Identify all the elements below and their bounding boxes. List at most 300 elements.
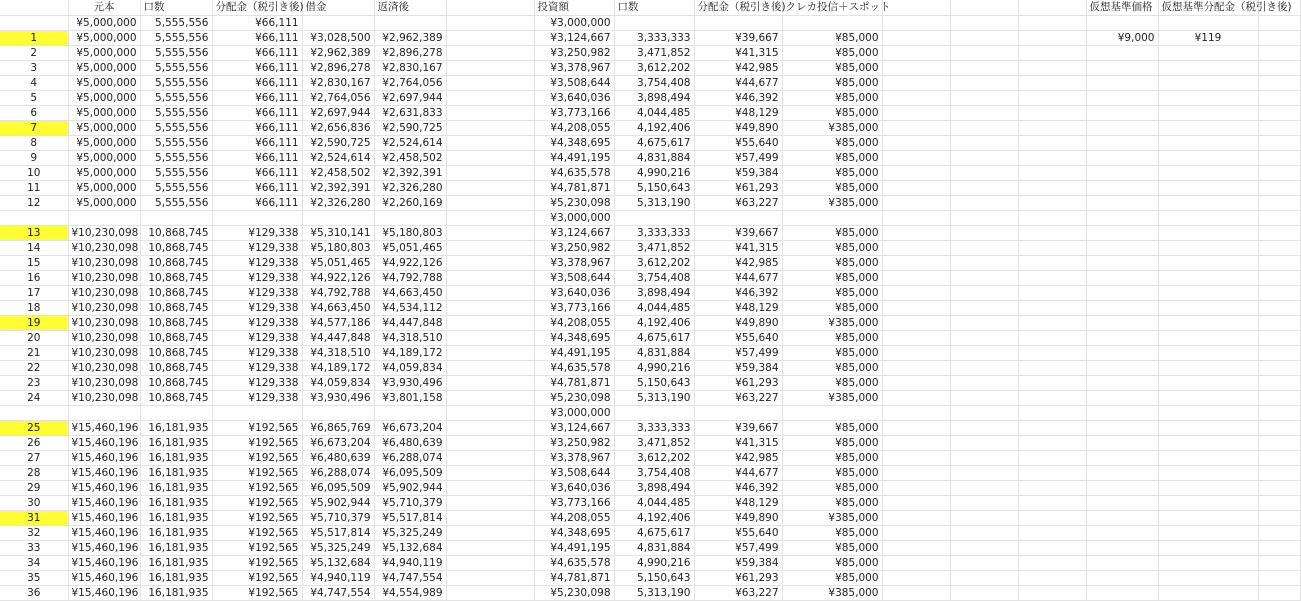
cell-principal[interactable]: ¥15,460,196 <box>68 510 140 525</box>
cell-blank-16[interactable] <box>1258 255 1300 270</box>
cell-dividend[interactable]: ¥192,565 <box>212 450 302 465</box>
cell-virtual-price[interactable] <box>1086 345 1158 360</box>
cell-blank-16[interactable] <box>1258 300 1300 315</box>
cell-blank-6[interactable] <box>446 450 534 465</box>
cell-virtual-price[interactable] <box>1086 510 1158 525</box>
cell-after-repay[interactable]: ¥6,095,509 <box>374 465 446 480</box>
cell-after-repay[interactable]: ¥5,325,249 <box>374 525 446 540</box>
cell-dividend[interactable]: ¥192,565 <box>212 435 302 450</box>
cell-debt[interactable]: ¥3,930,496 <box>302 390 374 405</box>
cell-principal[interactable] <box>68 210 140 225</box>
cell-units[interactable]: 10,868,745 <box>140 300 212 315</box>
cell-blank-13[interactable] <box>1018 315 1086 330</box>
cell-debt[interactable]: ¥4,059,834 <box>302 375 374 390</box>
cell-blank-11[interactable] <box>882 420 950 435</box>
cell-month[interactable] <box>0 405 68 420</box>
cell-investment[interactable]: ¥5,230,098 <box>534 585 614 600</box>
cell-units[interactable]: 5,555,556 <box>140 135 212 150</box>
cell-blank-11[interactable] <box>882 120 950 135</box>
cell-after-repay[interactable]: ¥6,480,639 <box>374 435 446 450</box>
cell-blank-13[interactable] <box>1018 570 1086 585</box>
cell-month[interactable]: 28 <box>0 465 68 480</box>
cell-blank-13[interactable] <box>1018 300 1086 315</box>
cell-after-repay[interactable]: ¥6,673,204 <box>374 420 446 435</box>
cell-units[interactable]: 5,555,556 <box>140 30 212 45</box>
cell-virtual-dividend[interactable] <box>1158 135 1258 150</box>
cell-virtual-dividend[interactable] <box>1158 450 1258 465</box>
cell-blank-11[interactable] <box>882 30 950 45</box>
cell-blank-13[interactable] <box>1018 180 1086 195</box>
cell-month[interactable]: 31 <box>0 510 68 525</box>
cell-dividend[interactable]: ¥192,565 <box>212 495 302 510</box>
cell-dividend[interactable]: ¥192,565 <box>212 465 302 480</box>
cell-after-repay[interactable] <box>374 15 446 30</box>
cell-principal[interactable]: ¥10,230,098 <box>68 315 140 330</box>
cell-blank-6[interactable] <box>446 285 534 300</box>
cell-month[interactable]: 1 <box>0 30 68 45</box>
cell-after-repay[interactable]: ¥3,930,496 <box>374 375 446 390</box>
cell-units-2[interactable]: 3,898,494 <box>614 480 694 495</box>
cell-blank-11[interactable] <box>882 390 950 405</box>
cell-debt[interactable]: ¥2,458,502 <box>302 165 374 180</box>
cell-blank-6[interactable] <box>446 30 534 45</box>
cell-blank-11[interactable] <box>882 255 950 270</box>
cell-principal[interactable]: ¥15,460,196 <box>68 495 140 510</box>
cell-blank-16[interactable] <box>1258 210 1300 225</box>
cell-virtual-dividend[interactable] <box>1158 315 1258 330</box>
cell-blank-12[interactable] <box>950 450 1018 465</box>
cell-virtual-dividend[interactable] <box>1158 390 1258 405</box>
cell-investment[interactable]: ¥3,378,967 <box>534 60 614 75</box>
cell-virtual-dividend[interactable] <box>1158 150 1258 165</box>
cell-after-repay[interactable]: ¥2,631,833 <box>374 105 446 120</box>
cell-dividend[interactable]: ¥66,111 <box>212 75 302 90</box>
cell-blank-12[interactable] <box>950 120 1018 135</box>
cell-units[interactable]: 10,868,745 <box>140 390 212 405</box>
cell-blank-12[interactable] <box>950 150 1018 165</box>
cell-virtual-dividend[interactable] <box>1158 360 1258 375</box>
cell-investment[interactable]: ¥3,124,667 <box>534 30 614 45</box>
cell-dividend[interactable]: ¥129,338 <box>212 270 302 285</box>
cell-blank-16[interactable] <box>1258 510 1300 525</box>
cell-investment[interactable]: ¥4,491,195 <box>534 345 614 360</box>
header-cell-13[interactable] <box>1018 0 1086 15</box>
cell-blank-12[interactable] <box>950 540 1018 555</box>
cell-dividend[interactable]: ¥192,565 <box>212 555 302 570</box>
cell-blank-12[interactable] <box>950 300 1018 315</box>
cell-units[interactable]: 10,868,745 <box>140 240 212 255</box>
cell-blank-16[interactable] <box>1258 75 1300 90</box>
cell-units[interactable]: 10,868,745 <box>140 225 212 240</box>
cell-after-repay[interactable]: ¥4,922,126 <box>374 255 446 270</box>
cell-dividend[interactable]: ¥129,338 <box>212 240 302 255</box>
cell-units-2[interactable]: 4,990,216 <box>614 165 694 180</box>
cell-units[interactable]: 5,555,556 <box>140 105 212 120</box>
cell-credit-card-spot[interactable] <box>782 405 882 420</box>
cell-units-2[interactable]: 3,754,408 <box>614 465 694 480</box>
cell-virtual-dividend[interactable] <box>1158 75 1258 90</box>
cell-dividend-2[interactable] <box>694 405 782 420</box>
cell-month[interactable]: 4 <box>0 75 68 90</box>
cell-blank-13[interactable] <box>1018 270 1086 285</box>
cell-blank-16[interactable] <box>1258 345 1300 360</box>
cell-investment[interactable]: ¥3,640,036 <box>534 480 614 495</box>
cell-principal[interactable]: ¥15,460,196 <box>68 420 140 435</box>
cell-dividend[interactable]: ¥192,565 <box>212 540 302 555</box>
cell-blank-12[interactable] <box>950 60 1018 75</box>
cell-month[interactable]: 36 <box>0 585 68 600</box>
cell-principal[interactable]: ¥10,230,098 <box>68 255 140 270</box>
cell-units[interactable]: 16,181,935 <box>140 450 212 465</box>
cell-credit-card-spot[interactable]: ¥85,000 <box>782 570 882 585</box>
cell-after-repay[interactable]: ¥4,747,554 <box>374 570 446 585</box>
cell-month[interactable]: 16 <box>0 270 68 285</box>
cell-blank-6[interactable] <box>446 90 534 105</box>
cell-month[interactable]: 33 <box>0 540 68 555</box>
cell-virtual-dividend[interactable] <box>1158 240 1258 255</box>
header-cell-debt[interactable]: 借金 <box>302 0 374 15</box>
cell-blank-12[interactable] <box>950 480 1018 495</box>
cell-blank-6[interactable] <box>446 135 534 150</box>
cell-units[interactable]: 5,555,556 <box>140 165 212 180</box>
cell-blank-11[interactable] <box>882 555 950 570</box>
cell-investment[interactable]: ¥4,491,195 <box>534 540 614 555</box>
cell-units-2[interactable]: 4,675,617 <box>614 330 694 345</box>
cell-virtual-price[interactable] <box>1086 225 1158 240</box>
cell-debt[interactable]: ¥4,940,119 <box>302 570 374 585</box>
cell-blank-6[interactable] <box>446 210 534 225</box>
cell-credit-card-spot[interactable]: ¥385,000 <box>782 585 882 600</box>
cell-dividend-2[interactable]: ¥61,293 <box>694 375 782 390</box>
cell-virtual-price[interactable] <box>1086 570 1158 585</box>
cell-virtual-dividend[interactable] <box>1158 60 1258 75</box>
cell-units-2[interactable]: 3,754,408 <box>614 270 694 285</box>
cell-principal[interactable]: ¥10,230,098 <box>68 360 140 375</box>
cell-credit-card-spot[interactable]: ¥85,000 <box>782 540 882 555</box>
cell-virtual-price[interactable] <box>1086 420 1158 435</box>
cell-dividend-2[interactable]: ¥59,384 <box>694 360 782 375</box>
cell-dividend-2[interactable]: ¥59,384 <box>694 165 782 180</box>
cell-blank-12[interactable] <box>950 255 1018 270</box>
cell-units-2[interactable]: 4,990,216 <box>614 360 694 375</box>
cell-principal[interactable]: ¥15,460,196 <box>68 450 140 465</box>
cell-dividend-2[interactable]: ¥48,129 <box>694 105 782 120</box>
cell-dividend-2[interactable]: ¥46,392 <box>694 480 782 495</box>
cell-after-repay[interactable]: ¥2,524,614 <box>374 135 446 150</box>
cell-blank-13[interactable] <box>1018 360 1086 375</box>
cell-credit-card-spot[interactable]: ¥85,000 <box>782 180 882 195</box>
cell-virtual-price[interactable] <box>1086 105 1158 120</box>
cell-blank-13[interactable] <box>1018 555 1086 570</box>
cell-dividend[interactable]: ¥66,111 <box>212 150 302 165</box>
cell-debt[interactable]: ¥5,132,684 <box>302 555 374 570</box>
cell-dividend[interactable]: ¥66,111 <box>212 30 302 45</box>
cell-units[interactable]: 5,555,556 <box>140 180 212 195</box>
cell-blank-12[interactable] <box>950 165 1018 180</box>
cell-credit-card-spot[interactable] <box>782 210 882 225</box>
cell-virtual-price[interactable] <box>1086 315 1158 330</box>
cell-credit-card-spot[interactable] <box>782 15 882 30</box>
cell-after-repay[interactable]: ¥5,132,684 <box>374 540 446 555</box>
cell-dividend[interactable]: ¥66,111 <box>212 105 302 120</box>
header-cell-units-2[interactable]: 口数 <box>614 0 694 15</box>
cell-credit-card-spot[interactable]: ¥85,000 <box>782 150 882 165</box>
cell-dividend-2[interactable]: ¥49,890 <box>694 120 782 135</box>
cell-virtual-price[interactable] <box>1086 495 1158 510</box>
cell-month[interactable]: 15 <box>0 255 68 270</box>
cell-debt[interactable]: ¥4,318,510 <box>302 345 374 360</box>
cell-blank-13[interactable] <box>1018 60 1086 75</box>
cell-blank-12[interactable] <box>950 585 1018 600</box>
cell-units[interactable]: 10,868,745 <box>140 330 212 345</box>
cell-investment[interactable]: ¥5,230,098 <box>534 195 614 210</box>
cell-credit-card-spot[interactable]: ¥85,000 <box>782 360 882 375</box>
cell-after-repay[interactable]: ¥2,962,389 <box>374 30 446 45</box>
cell-blank-11[interactable] <box>882 240 950 255</box>
cell-blank-11[interactable] <box>882 75 950 90</box>
cell-blank-12[interactable] <box>950 225 1018 240</box>
cell-blank-12[interactable] <box>950 15 1018 30</box>
cell-debt[interactable]: ¥2,764,056 <box>302 90 374 105</box>
cell-blank-6[interactable] <box>446 330 534 345</box>
cell-units[interactable]: 16,181,935 <box>140 525 212 540</box>
cell-units-2[interactable]: 4,831,884 <box>614 540 694 555</box>
cell-principal[interactable]: ¥10,230,098 <box>68 285 140 300</box>
cell-investment[interactable]: ¥4,635,578 <box>534 360 614 375</box>
cell-after-repay[interactable]: ¥5,902,944 <box>374 480 446 495</box>
cell-virtual-price[interactable] <box>1086 555 1158 570</box>
cell-blank-6[interactable] <box>446 240 534 255</box>
cell-principal[interactable]: ¥15,460,196 <box>68 465 140 480</box>
cell-blank-13[interactable] <box>1018 435 1086 450</box>
cell-dividend-2[interactable]: ¥42,985 <box>694 60 782 75</box>
cell-dividend[interactable]: ¥129,338 <box>212 255 302 270</box>
cell-blank-11[interactable] <box>882 150 950 165</box>
cell-blank-13[interactable] <box>1018 120 1086 135</box>
cell-debt[interactable]: ¥3,028,500 <box>302 30 374 45</box>
cell-blank-11[interactable] <box>882 90 950 105</box>
cell-debt[interactable]: ¥2,830,167 <box>302 75 374 90</box>
cell-principal[interactable]: ¥5,000,000 <box>68 15 140 30</box>
cell-after-repay[interactable]: ¥2,392,391 <box>374 165 446 180</box>
cell-blank-13[interactable] <box>1018 225 1086 240</box>
cell-dividend-2[interactable]: ¥49,890 <box>694 315 782 330</box>
cell-debt[interactable]: ¥4,447,848 <box>302 330 374 345</box>
cell-dividend-2[interactable]: ¥55,640 <box>694 525 782 540</box>
cell-blank-13[interactable] <box>1018 510 1086 525</box>
header-cell-principal[interactable]: 元本 <box>68 0 140 15</box>
cell-blank-12[interactable] <box>950 420 1018 435</box>
cell-after-repay[interactable]: ¥4,940,119 <box>374 555 446 570</box>
cell-investment[interactable]: ¥3,640,036 <box>534 285 614 300</box>
cell-blank-12[interactable] <box>950 525 1018 540</box>
cell-dividend[interactable]: ¥129,338 <box>212 300 302 315</box>
cell-virtual-dividend[interactable] <box>1158 405 1258 420</box>
cell-after-repay[interactable]: ¥5,517,814 <box>374 510 446 525</box>
cell-blank-12[interactable] <box>950 510 1018 525</box>
cell-month[interactable]: 21 <box>0 345 68 360</box>
cell-blank-13[interactable] <box>1018 105 1086 120</box>
cell-virtual-price[interactable] <box>1086 330 1158 345</box>
cell-principal[interactable]: ¥5,000,000 <box>68 180 140 195</box>
cell-investment[interactable]: ¥3,124,667 <box>534 420 614 435</box>
cell-investment[interactable]: ¥4,208,055 <box>534 315 614 330</box>
cell-investment[interactable]: ¥3,773,166 <box>534 105 614 120</box>
cell-after-repay[interactable]: ¥4,318,510 <box>374 330 446 345</box>
cell-blank-6[interactable] <box>446 180 534 195</box>
cell-debt[interactable]: ¥2,590,725 <box>302 135 374 150</box>
cell-blank-12[interactable] <box>950 570 1018 585</box>
cell-blank-6[interactable] <box>446 480 534 495</box>
header-cell-12[interactable] <box>950 0 1018 15</box>
cell-units-2[interactable]: 4,192,406 <box>614 120 694 135</box>
cell-blank-16[interactable] <box>1258 165 1300 180</box>
cell-dividend-2[interactable]: ¥55,640 <box>694 330 782 345</box>
cell-investment[interactable]: ¥4,208,055 <box>534 120 614 135</box>
cell-dividend-2[interactable]: ¥63,227 <box>694 390 782 405</box>
cell-dividend-2[interactable]: ¥39,667 <box>694 30 782 45</box>
cell-virtual-dividend[interactable] <box>1158 285 1258 300</box>
cell-blank-6[interactable] <box>446 360 534 375</box>
cell-dividend[interactable] <box>212 210 302 225</box>
cell-virtual-price[interactable] <box>1086 180 1158 195</box>
cell-month[interactable] <box>0 15 68 30</box>
cell-investment[interactable]: ¥5,230,098 <box>534 390 614 405</box>
cell-credit-card-spot[interactable]: ¥85,000 <box>782 300 882 315</box>
cell-dividend-2[interactable]: ¥48,129 <box>694 300 782 315</box>
cell-virtual-price[interactable] <box>1086 390 1158 405</box>
cell-after-repay[interactable]: ¥4,059,834 <box>374 360 446 375</box>
cell-month[interactable]: 12 <box>0 195 68 210</box>
cell-debt[interactable] <box>302 15 374 30</box>
cell-virtual-price[interactable] <box>1086 240 1158 255</box>
cell-principal[interactable]: ¥5,000,000 <box>68 45 140 60</box>
cell-virtual-dividend[interactable] <box>1158 90 1258 105</box>
cell-dividend[interactable]: ¥129,338 <box>212 285 302 300</box>
cell-debt[interactable]: ¥2,326,280 <box>302 195 374 210</box>
cell-virtual-dividend[interactable] <box>1158 255 1258 270</box>
cell-units[interactable]: 10,868,745 <box>140 375 212 390</box>
cell-blank-16[interactable] <box>1258 135 1300 150</box>
cell-credit-card-spot[interactable]: ¥85,000 <box>782 435 882 450</box>
cell-units[interactable]: 16,181,935 <box>140 435 212 450</box>
cell-credit-card-spot[interactable]: ¥85,000 <box>782 285 882 300</box>
cell-virtual-price[interactable] <box>1086 540 1158 555</box>
cell-virtual-price[interactable] <box>1086 150 1158 165</box>
cell-after-repay[interactable]: ¥5,051,465 <box>374 240 446 255</box>
cell-debt[interactable]: ¥5,902,944 <box>302 495 374 510</box>
cell-units[interactable] <box>140 210 212 225</box>
header-cell-dividend-2[interactable]: 分配金（税引き後) <box>694 0 782 15</box>
cell-blank-11[interactable] <box>882 315 950 330</box>
cell-principal[interactable]: ¥15,460,196 <box>68 585 140 600</box>
cell-dividend-2[interactable]: ¥41,315 <box>694 435 782 450</box>
cell-after-repay[interactable]: ¥6,288,074 <box>374 450 446 465</box>
cell-blank-16[interactable] <box>1258 225 1300 240</box>
cell-investment[interactable]: ¥3,378,967 <box>534 450 614 465</box>
cell-blank-6[interactable] <box>446 435 534 450</box>
cell-units-2[interactable]: 3,471,852 <box>614 240 694 255</box>
cell-blank-16[interactable] <box>1258 465 1300 480</box>
cell-blank-11[interactable] <box>882 60 950 75</box>
cell-blank-13[interactable] <box>1018 150 1086 165</box>
cell-credit-card-spot[interactable]: ¥85,000 <box>782 555 882 570</box>
cell-blank-11[interactable] <box>882 375 950 390</box>
cell-virtual-price[interactable] <box>1086 585 1158 600</box>
cell-after-repay[interactable]: ¥4,663,450 <box>374 285 446 300</box>
cell-blank-16[interactable] <box>1258 360 1300 375</box>
cell-blank-13[interactable] <box>1018 525 1086 540</box>
cell-dividend-2[interactable]: ¥57,499 <box>694 150 782 165</box>
cell-virtual-dividend[interactable] <box>1158 300 1258 315</box>
cell-month[interactable]: 22 <box>0 360 68 375</box>
cell-blank-6[interactable] <box>446 495 534 510</box>
cell-month[interactable]: 14 <box>0 240 68 255</box>
cell-blank-16[interactable] <box>1258 435 1300 450</box>
cell-debt[interactable]: ¥6,673,204 <box>302 435 374 450</box>
cell-units[interactable]: 5,555,556 <box>140 60 212 75</box>
cell-blank-16[interactable] <box>1258 495 1300 510</box>
cell-month[interactable]: 2 <box>0 45 68 60</box>
cell-virtual-dividend[interactable] <box>1158 570 1258 585</box>
cell-credit-card-spot[interactable]: ¥85,000 <box>782 30 882 45</box>
cell-units[interactable]: 5,555,556 <box>140 120 212 135</box>
cell-blank-16[interactable] <box>1258 555 1300 570</box>
cell-blank-16[interactable] <box>1258 90 1300 105</box>
cell-blank-12[interactable] <box>950 330 1018 345</box>
cell-blank-12[interactable] <box>950 465 1018 480</box>
cell-investment[interactable]: ¥3,508,644 <box>534 75 614 90</box>
cell-units-2[interactable]: 3,471,852 <box>614 45 694 60</box>
cell-credit-card-spot[interactable]: ¥385,000 <box>782 120 882 135</box>
cell-virtual-price[interactable] <box>1086 165 1158 180</box>
cell-dividend-2[interactable]: ¥44,677 <box>694 75 782 90</box>
cell-units-2[interactable]: 4,192,406 <box>614 510 694 525</box>
cell-after-repay[interactable]: ¥4,534,112 <box>374 300 446 315</box>
cell-principal[interactable]: ¥5,000,000 <box>68 165 140 180</box>
cell-virtual-price[interactable] <box>1086 120 1158 135</box>
cell-virtual-dividend[interactable] <box>1158 480 1258 495</box>
cell-blank-13[interactable] <box>1018 15 1086 30</box>
cell-after-repay[interactable]: ¥2,326,280 <box>374 180 446 195</box>
cell-virtual-price[interactable] <box>1086 450 1158 465</box>
cell-dividend-2[interactable]: ¥41,315 <box>694 45 782 60</box>
cell-blank-11[interactable] <box>882 180 950 195</box>
cell-units[interactable]: 10,868,745 <box>140 360 212 375</box>
cell-blank-16[interactable] <box>1258 180 1300 195</box>
cell-blank-13[interactable] <box>1018 405 1086 420</box>
cell-blank-16[interactable] <box>1258 390 1300 405</box>
cell-blank-16[interactable] <box>1258 45 1300 60</box>
cell-investment[interactable]: ¥4,491,195 <box>534 150 614 165</box>
cell-investment[interactable]: ¥4,208,055 <box>534 510 614 525</box>
cell-blank-6[interactable] <box>446 75 534 90</box>
cell-virtual-price[interactable] <box>1086 525 1158 540</box>
cell-blank-12[interactable] <box>950 45 1018 60</box>
cell-virtual-price[interactable] <box>1086 480 1158 495</box>
cell-blank-16[interactable] <box>1258 30 1300 45</box>
cell-blank-16[interactable] <box>1258 15 1300 30</box>
cell-blank-13[interactable] <box>1018 420 1086 435</box>
cell-debt[interactable] <box>302 405 374 420</box>
cell-units-2[interactable]: 4,675,617 <box>614 525 694 540</box>
cell-units-2[interactable]: 4,044,485 <box>614 300 694 315</box>
cell-units[interactable]: 16,181,935 <box>140 480 212 495</box>
cell-principal[interactable]: ¥10,230,098 <box>68 225 140 240</box>
cell-blank-11[interactable] <box>882 285 950 300</box>
cell-virtual-price[interactable] <box>1086 435 1158 450</box>
cell-units-2[interactable] <box>614 15 694 30</box>
